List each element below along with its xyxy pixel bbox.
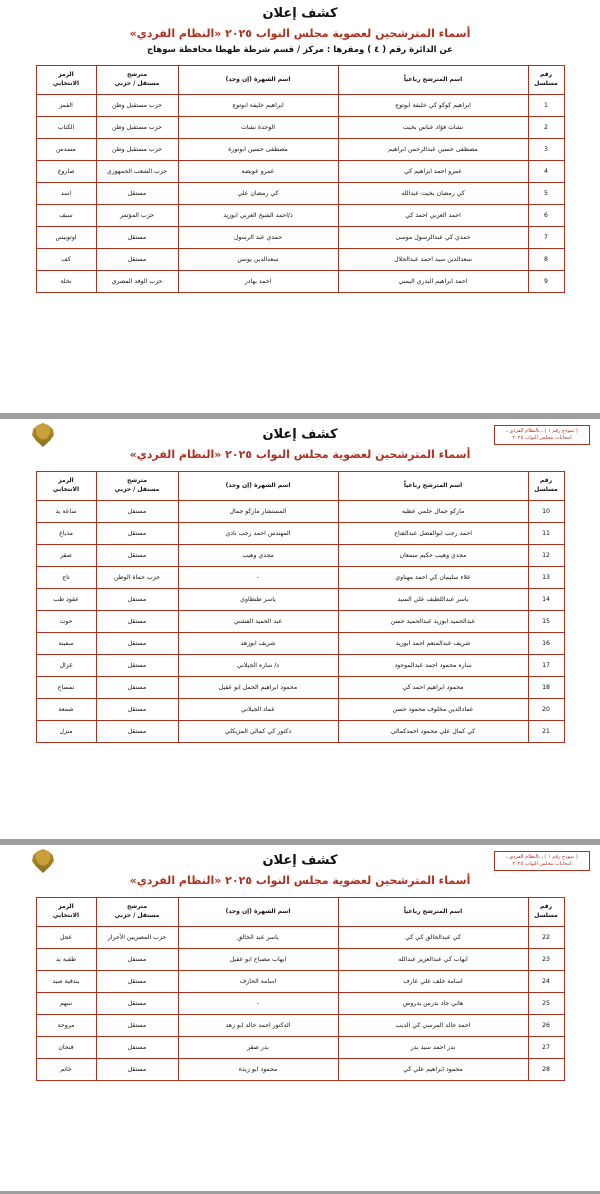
cell-symbol: عجل bbox=[36, 927, 96, 949]
cell-party: مستقل bbox=[96, 501, 178, 523]
table-row bbox=[36, 633, 564, 655]
cell-party: مستقل bbox=[96, 971, 178, 993]
table-row bbox=[36, 927, 564, 949]
page-header-1 bbox=[0, 0, 600, 55]
cell-party: مستقل bbox=[96, 1059, 178, 1081]
cell-name: عمادالدين مخلوف محمود حسن bbox=[338, 699, 528, 721]
cell-party: مستقل bbox=[96, 611, 178, 633]
cell-party: مستقل bbox=[96, 1037, 178, 1059]
cell-symbol: طقية يد bbox=[36, 949, 96, 971]
cell-name: كي عبدالخالق كي كي bbox=[338, 927, 528, 949]
col-header-number: رقم مسلسل bbox=[528, 66, 564, 95]
cell-name: ياسر عبداللطيف علي السيد bbox=[338, 589, 528, 611]
cell-number: 24 bbox=[528, 971, 564, 993]
table-body-2 bbox=[36, 501, 564, 743]
cell-name: عمرو احمد ابراهيم كي bbox=[338, 161, 528, 183]
cell-party: مستقل bbox=[96, 655, 178, 677]
col-header-fame: اسم الشهرة (إن وجد) bbox=[178, 472, 338, 501]
table-row bbox=[36, 1059, 564, 1081]
cell-fame: حمدي عبد الرسول bbox=[178, 227, 338, 249]
cell-number: 21 bbox=[528, 721, 564, 743]
cell-fame: المهندس احمد رجب نادي bbox=[178, 523, 338, 545]
cell-number: 17 bbox=[528, 655, 564, 677]
table-body-1 bbox=[36, 95, 564, 293]
page-title: كشف إعلان bbox=[262, 853, 338, 868]
cell-symbol: فنجان bbox=[36, 1037, 96, 1059]
cell-name: حمدي كي عبدالرسول موسى bbox=[338, 227, 528, 249]
cell-number: 10 bbox=[528, 501, 564, 523]
cell-name: علاء سليمان كي احمد مهناوي bbox=[338, 567, 528, 589]
cell-symbol: مسدس bbox=[36, 139, 96, 161]
col-header-name: اسم المترشح رباعياً bbox=[338, 66, 528, 95]
cell-number: 25 bbox=[528, 993, 564, 1015]
cell-party: مستقل bbox=[96, 699, 178, 721]
cell-number: 9 bbox=[528, 271, 564, 293]
cell-party: حزب المصريين الأحرار bbox=[96, 927, 178, 949]
cell-symbol: اوتوبيس bbox=[36, 227, 96, 249]
col-header-party: مترشح مستقل / حزبي bbox=[96, 472, 178, 501]
cell-number: 28 bbox=[528, 1059, 564, 1081]
cell-fame: الدكتور احمد خالد ابو زهد bbox=[178, 1015, 338, 1037]
cell-name: احمد العربي احمد كي bbox=[338, 205, 528, 227]
cell-number: 16 bbox=[528, 633, 564, 655]
table-row bbox=[36, 523, 564, 545]
cell-number: 11 bbox=[528, 523, 564, 545]
cell-symbol: مذياع bbox=[36, 523, 96, 545]
cell-number: 13 bbox=[528, 567, 564, 589]
page-subtitle: أسماء المترشحين لعضوية مجلس النواب ٢٠٢٥ «النظام الفردي» bbox=[129, 27, 471, 40]
cell-name: احمد خالد المرسي كي الديب bbox=[338, 1015, 528, 1037]
cell-symbol: غزال bbox=[36, 655, 96, 677]
form-note-box: ( نموذج رقم ١ ) ـ بالنظام الفردي ـ انتخابات مجلس النواب ٢٠٢٥ bbox=[494, 425, 590, 445]
col-header-fame: اسم الشهرة (إن وجد) bbox=[178, 898, 338, 927]
table-row bbox=[36, 205, 564, 227]
cell-number: 2 bbox=[528, 117, 564, 139]
page-title: كشف إعلان bbox=[262, 6, 338, 21]
table-row bbox=[36, 993, 564, 1015]
page-title: كشف إعلان bbox=[262, 427, 338, 442]
cell-party: مستقل bbox=[96, 633, 178, 655]
cell-name: ابراهيم كوكو كي خليفة ابوتوج bbox=[338, 95, 528, 117]
cell-name: نشات فؤاد عباس بخيت bbox=[338, 117, 528, 139]
cell-party: مستقل bbox=[96, 1015, 178, 1037]
page-header-2 bbox=[0, 419, 600, 461]
table-row bbox=[36, 567, 564, 589]
cell-name: شريف عبدالمنعم احمد ابوزيد bbox=[338, 633, 528, 655]
cell-symbol: بندقية صيد bbox=[36, 971, 96, 993]
table-header-row bbox=[36, 472, 564, 501]
table-row bbox=[36, 183, 564, 205]
cell-party: حزب مستقبل وطن bbox=[96, 117, 178, 139]
cell-number: 7 bbox=[528, 227, 564, 249]
col-header-number: رقم مسلسل bbox=[528, 472, 564, 501]
cell-symbol: سهم bbox=[36, 993, 96, 1015]
cell-name: احمد ابراهيم البدري اليمني bbox=[338, 271, 528, 293]
table-row bbox=[36, 95, 564, 117]
cell-number: 5 bbox=[528, 183, 564, 205]
cell-symbol: كف bbox=[36, 249, 96, 271]
cell-name: مصطفى حسين عبدالرحمن ابراهيم bbox=[338, 139, 528, 161]
cell-name: كي رمضان بخيت عبدالله bbox=[338, 183, 528, 205]
cell-party: حزب حماة الوطن bbox=[96, 567, 178, 589]
cell-fame: عماد الجيلاني bbox=[178, 699, 338, 721]
cell-name: احمد رجب ابوالفضل عبدالفتاح bbox=[338, 523, 528, 545]
cell-party: مستقل bbox=[96, 227, 178, 249]
col-header-name: اسم المترشح رباعياً bbox=[338, 472, 528, 501]
cell-party: مستقل bbox=[96, 249, 178, 271]
cell-party: مستقل bbox=[96, 993, 178, 1015]
cell-name: سعدالدين سيد احمد عبدالجلال bbox=[338, 249, 528, 271]
cell-symbol: حوت bbox=[36, 611, 96, 633]
cell-symbol: القمر bbox=[36, 95, 96, 117]
cell-name: هاني جاد بدرس بدروس bbox=[338, 993, 528, 1015]
cell-fame: ياسر عبد الخالق bbox=[178, 927, 338, 949]
cell-number: 12 bbox=[528, 545, 564, 567]
cell-fame: مجدي وهيب bbox=[178, 545, 338, 567]
cell-symbol: سفينة bbox=[36, 633, 96, 655]
cell-fame: د/احمد الشيخ العربي ابوزيد bbox=[178, 205, 338, 227]
cell-name: كي كمال علي محمود احمدكمالي bbox=[338, 721, 528, 743]
col-header-party: مترشح مستقل / حزبي bbox=[96, 66, 178, 95]
cell-fame: محمود ابراهيم الجمل ابو عقيل bbox=[178, 677, 338, 699]
page-2-bottom-space bbox=[0, 743, 600, 839]
cell-number: 18 bbox=[528, 677, 564, 699]
candidates-table-1 bbox=[36, 65, 565, 293]
cell-fame: بدر صقر bbox=[178, 1037, 338, 1059]
candidates-table-2 bbox=[36, 471, 565, 743]
page-1-bottom-space bbox=[0, 293, 600, 413]
table-row bbox=[36, 589, 564, 611]
cell-number: 20 bbox=[528, 699, 564, 721]
cell-party: مستقل bbox=[96, 183, 178, 205]
cell-fame: احمد بهادر bbox=[178, 271, 338, 293]
cell-party: حزب مستقبل وطن bbox=[96, 139, 178, 161]
cell-name: ماركو جمال حلمي عطيه bbox=[338, 501, 528, 523]
cell-name: اسامة خلف علي عارف bbox=[338, 971, 528, 993]
cell-fame: ابراهيم خليفة ابوتوج bbox=[178, 95, 338, 117]
table-row bbox=[36, 1015, 564, 1037]
document-page-2 bbox=[0, 419, 600, 839]
cell-number: 1 bbox=[528, 95, 564, 117]
egypt-eagle-emblem-icon bbox=[26, 849, 60, 875]
page-subtitle: أسماء المترشحين لعضوية مجلس النواب ٢٠٢٥ «النظام الفردي» bbox=[129, 874, 471, 887]
cell-symbol: نخلة bbox=[36, 271, 96, 293]
cell-symbol: شمعة bbox=[36, 699, 96, 721]
egypt-eagle-emblem-icon bbox=[26, 423, 60, 449]
cell-party: مستقل bbox=[96, 523, 178, 545]
table-row bbox=[36, 161, 564, 183]
cell-number: 14 bbox=[528, 589, 564, 611]
cell-number: 15 bbox=[528, 611, 564, 633]
constituency-line: عن الدائرة رقم ( ٤ ) ومقرها : مركز / قسم شرطة طهطا محافظة سوهاج bbox=[147, 45, 453, 55]
cell-fame: - bbox=[178, 993, 338, 1015]
cell-fame: الوحدة نشات bbox=[178, 117, 338, 139]
cell-symbol: عقود طب bbox=[36, 589, 96, 611]
cell-party: حزب مستقبل وطن bbox=[96, 95, 178, 117]
table-row bbox=[36, 139, 564, 161]
cell-symbol: سيف bbox=[36, 205, 96, 227]
cell-fame: المستشار ماركو جمال bbox=[178, 501, 338, 523]
cell-name: عبدالحميد ابوزيد عبدالحميد حسن bbox=[338, 611, 528, 633]
col-header-name: اسم المترشح رباعياً bbox=[338, 898, 528, 927]
cell-party: مستقل bbox=[96, 589, 178, 611]
cell-fame: كي رمضان علي bbox=[178, 183, 338, 205]
cell-fame: دكتور كي كمالي المزيكلي bbox=[178, 721, 338, 743]
cell-name: محمود ابراهيم علي كي bbox=[338, 1059, 528, 1081]
cell-fame: د/ ساره الجيلاني bbox=[178, 655, 338, 677]
cell-symbol: صقر bbox=[36, 545, 96, 567]
table-row bbox=[36, 971, 564, 993]
cell-fame: شريف ابوزهد bbox=[178, 633, 338, 655]
table-row bbox=[36, 721, 564, 743]
table-row bbox=[36, 611, 564, 633]
cell-name: بدر احمد سيد بدر bbox=[338, 1037, 528, 1059]
cell-number: 4 bbox=[528, 161, 564, 183]
cell-party: حزب المؤتمر bbox=[96, 205, 178, 227]
table-body-3 bbox=[36, 927, 564, 1081]
table-row bbox=[36, 271, 564, 293]
table-row bbox=[36, 949, 564, 971]
cell-number: 27 bbox=[528, 1037, 564, 1059]
cell-name: مجدي وهيب حكيم سمعان bbox=[338, 545, 528, 567]
cell-symbol: ساعة يد bbox=[36, 501, 96, 523]
table-header-row bbox=[36, 898, 564, 927]
cell-fame: مصطفى حسين ابونورة bbox=[178, 139, 338, 161]
table-row bbox=[36, 1037, 564, 1059]
candidates-table-3 bbox=[36, 897, 565, 1081]
table-row bbox=[36, 699, 564, 721]
cell-symbol: منزل bbox=[36, 721, 96, 743]
cell-fame: - bbox=[178, 567, 338, 589]
page-header-3 bbox=[0, 845, 600, 887]
cell-number: 6 bbox=[528, 205, 564, 227]
col-header-symbol: الرمز الانتخابي bbox=[36, 472, 96, 501]
cell-number: 22 bbox=[528, 927, 564, 949]
cell-symbol: خاتم bbox=[36, 1059, 96, 1081]
cell-fame: عبد الحميد الفشني bbox=[178, 611, 338, 633]
cell-symbol: اسد bbox=[36, 183, 96, 205]
cell-name: ساره محمود احمد عبدالموجود bbox=[338, 655, 528, 677]
cell-party: مستقل bbox=[96, 677, 178, 699]
table-row bbox=[36, 545, 564, 567]
form-note-box: ( نموذج رقم ١ ) ـ بالنظام الفردي ـ انتخابات مجلس النواب ٢٠٢٥ bbox=[494, 851, 590, 871]
cell-party: حزب الوفد المصري bbox=[96, 271, 178, 293]
table-row bbox=[36, 655, 564, 677]
table-row bbox=[36, 117, 564, 139]
document-page-1 bbox=[0, 0, 600, 413]
table-row bbox=[36, 677, 564, 699]
cell-party: مستقل bbox=[96, 949, 178, 971]
page-subtitle: أسماء المترشحين لعضوية مجلس النواب ٢٠٢٥ «النظام الفردي» bbox=[129, 448, 471, 461]
cell-party: مستقل bbox=[96, 545, 178, 567]
cell-name: ايهاب كي عبدالعزيز عبدالله bbox=[338, 949, 528, 971]
cell-fame: محمود ابو زيدة bbox=[178, 1059, 338, 1081]
cell-fame: اسامة الحارف bbox=[178, 971, 338, 993]
table-row bbox=[36, 227, 564, 249]
col-header-party: مترشح مستقل / حزبي bbox=[96, 898, 178, 927]
table-header-row bbox=[36, 66, 564, 95]
cell-fame: ياسر طنطاوي bbox=[178, 589, 338, 611]
cell-fame: ايهاب مصباح ابو عقيل bbox=[178, 949, 338, 971]
cell-symbol: صاروخ bbox=[36, 161, 96, 183]
cell-number: 23 bbox=[528, 949, 564, 971]
cell-party: حزب الشعب الجمهوري bbox=[96, 161, 178, 183]
cell-number: 3 bbox=[528, 139, 564, 161]
cell-fame: سعدالدين يونس bbox=[178, 249, 338, 271]
document-page-3 bbox=[0, 845, 600, 1191]
cell-number: 8 bbox=[528, 249, 564, 271]
cell-fame: عمرو عويضة bbox=[178, 161, 338, 183]
cell-symbol: الكتاب bbox=[36, 117, 96, 139]
col-header-symbol: الرمز الانتخابي bbox=[36, 66, 96, 95]
cell-symbol: تاج bbox=[36, 567, 96, 589]
page-3-bottom-space bbox=[0, 1081, 600, 1191]
col-header-symbol: الرمز الانتخابي bbox=[36, 898, 96, 927]
table-row bbox=[36, 501, 564, 523]
cell-number: 26 bbox=[528, 1015, 564, 1037]
cell-symbol: تمساح bbox=[36, 677, 96, 699]
cell-party: مستقل bbox=[96, 721, 178, 743]
col-header-fame: اسم الشهرة (إن وجد) bbox=[178, 66, 338, 95]
col-header-number: رقم مسلسل bbox=[528, 898, 564, 927]
cell-symbol: مروحة bbox=[36, 1015, 96, 1037]
table-row bbox=[36, 249, 564, 271]
cell-name: محمود ابراهيم احمد كي bbox=[338, 677, 528, 699]
